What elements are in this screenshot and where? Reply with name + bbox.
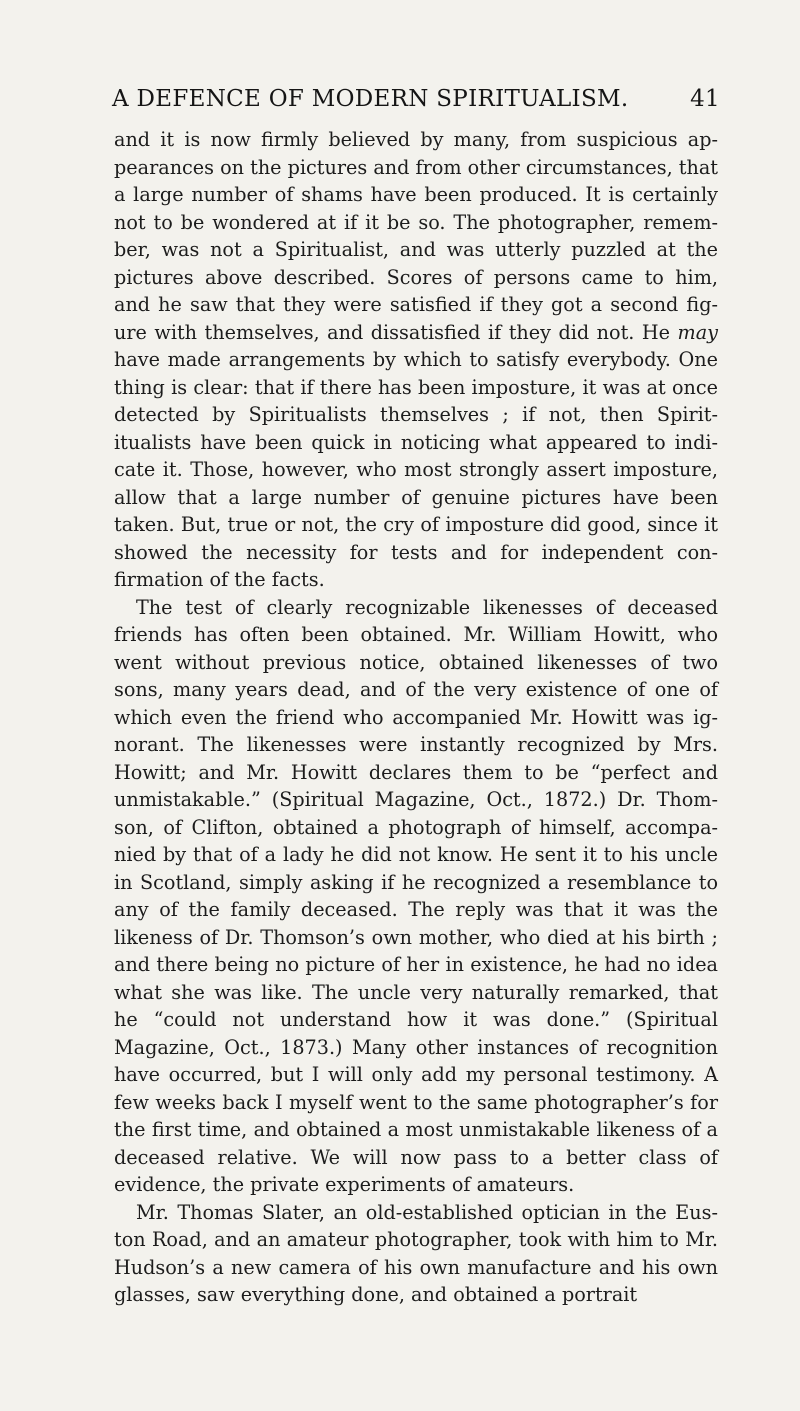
paragraph-1 bbox=[114, 126, 718, 594]
body-text bbox=[114, 126, 718, 1309]
paragraph-3-text: Mr. Thomas Slater, an old-established optician in the Euston Road, and an amateur photographer, took with him to Mr. Hudson’s a new camera of his own manufacture and his own glasses, saw everything done, and obtained a portrait bbox=[114, 1200, 718, 1306]
paragraph-1-emphasis: may bbox=[677, 320, 718, 344]
page-number: 41 bbox=[690, 86, 720, 112]
paragraph-2-text: The test of clearly recognizable likenesses of deceased friends has often been obtained. Mr. William Howitt, who went without previous notice, obtained likenesses of two sons, many years dead, and of the very existence of one of which even the friend who accompanied Mr. Howitt was ignorant. The likenesses were instantly recognized by Mrs. Howitt; and Mr. Howitt declares them to be “perfect and unmistakable.” (Spiritual Magazine, Oct., 1872.) Dr. Thomson, of Clifton, obtained a photograph of himself, accompanied by that of a lady he did not know. He sent it to his uncle in Scotland, simply asking if he recognized a resemblance to any of the family deceased. The reply was that it was the likeness of Dr. Thomson’s own mother, who died at his birth ; and there being no picture of her in existence, he had no idea what she was like. The uncle very naturally remarked, that he “could not understand how it was done.” (Spiritual Magazine, Oct., 1873.) Many other instances of recognition have occurred, but I will only add my personal testimony. A few weeks back I myself went to the same photographer’s for the first time, and obtained a most unmistakable likeness of a deceased relative. We will now pass to a better class of evidence, the private experiments of amateurs. bbox=[114, 595, 718, 1196]
running-head bbox=[112, 86, 720, 116]
paragraph-1-text: and it is now firmly believed by many, from suspicious appearances on the pictures and from other circumstances, that a large number of shams have been produced. It is certainly not to be wondered at if it be so. The photographer, remember, was not a Spiritualist, and was utterly puzzled at the pictures above described. Scores of persons came to him, and he saw that they were satisfied if they got a second figure with themselves, and dissatisfied if they did not. He bbox=[114, 128, 718, 344]
running-title: A DEFENCE OF MODERN SPIRITUALISM. bbox=[112, 86, 629, 112]
paragraph-1-text-continued: have made arrangements by which to satisfy everybody. One thing is clear: that if there has been imposture, it was at once detected by Spiritualists themselves ; if not, then Spirititualists have been quick in noticing what appeared to indicate it. Those, however, who most strongly assert imposture, allow that a large number of genuine pictures have been taken. But, true or not, the cry of imposture did good, since it showed the necessity for tests and for independent confirmation of the facts. bbox=[114, 348, 718, 591]
paragraph-2 bbox=[114, 594, 718, 1199]
paragraph-3 bbox=[114, 1199, 718, 1309]
